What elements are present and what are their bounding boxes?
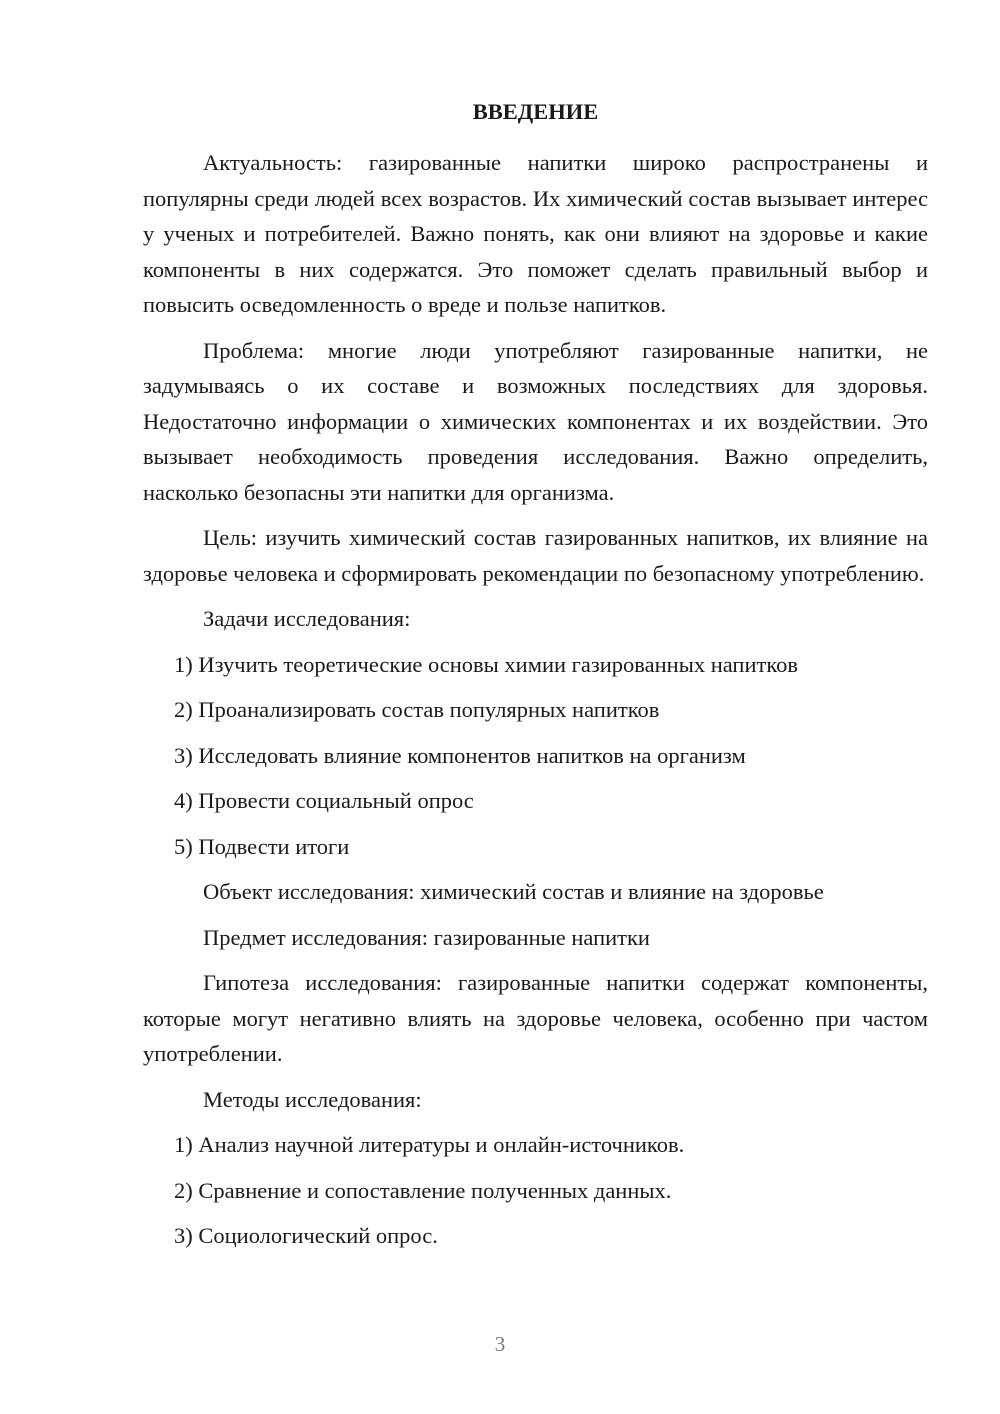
document-page <box>143 94 928 1264</box>
section-title: ВВЕДЕНИЕ <box>472 99 599 124</box>
relevance-paragraph: Актуальность: газированные напитки широко распространены и популярны среди людей всех возрастов. Их химический состав вызывает интерес у ученых и потребителей. Важно понять, как они влияют на здоровье и какие компоненты в них содержатся. Это поможет сделать правильный выбор и повысить осведомленность о вреде и пользе напитков. <box>143 150 928 317</box>
problem-paragraph: Проблема: многие люди употребляют газированные напитки, не задумываясь о их составе и возможных последствиях для здоровья. Недостаточно информации о химических компонентах и их воздействии. Это вызывает необходимость проведения исследования. Важно определить, насколько безопасны эти напитки для организма. <box>143 337 928 505</box>
task-item: 5) Подвести итоги <box>174 833 350 859</box>
tasks-list <box>143 647 928 865</box>
methods-list <box>143 1127 928 1254</box>
methods-heading: Методы исследования: <box>203 1086 422 1112</box>
subject-line: Предмет исследования: газированные напитки <box>203 924 650 950</box>
task-item: 3) Исследовать влияние компонентов напитков на организм <box>174 742 746 768</box>
tasks-heading: Задачи исследования: <box>203 606 411 631</box>
method-item: 2) Сравнение и сопоставление полученных данных. <box>174 1177 672 1203</box>
method-item: 1) Анализ научной литературы и онлайн-источников. <box>174 1132 685 1157</box>
task-item: 2) Проанализировать состав популярных напитков <box>174 697 660 722</box>
page-number: 3 <box>494 1332 506 1356</box>
object-line: Объект исследования: химический состав и влияние на здоровье <box>203 879 824 904</box>
goal-paragraph: Цель: изучить химический состав газированных напитков, их влияние на здоровье человека и сформировать рекомендации по безопасному употреблению. <box>143 525 928 586</box>
hypothesis-paragraph: Гипотеза исследования: газированные напитки содержат компоненты, которые могут негативно влиять на здоровье человека, особенно при частом употреблении. <box>143 970 928 1066</box>
task-item: 1) Изучить теоретические основы химии газированных напитков <box>174 651 799 677</box>
task-item: 4) Провести социальный опрос <box>174 788 474 813</box>
method-item: 3) Социологический опрос. <box>174 1223 438 1248</box>
